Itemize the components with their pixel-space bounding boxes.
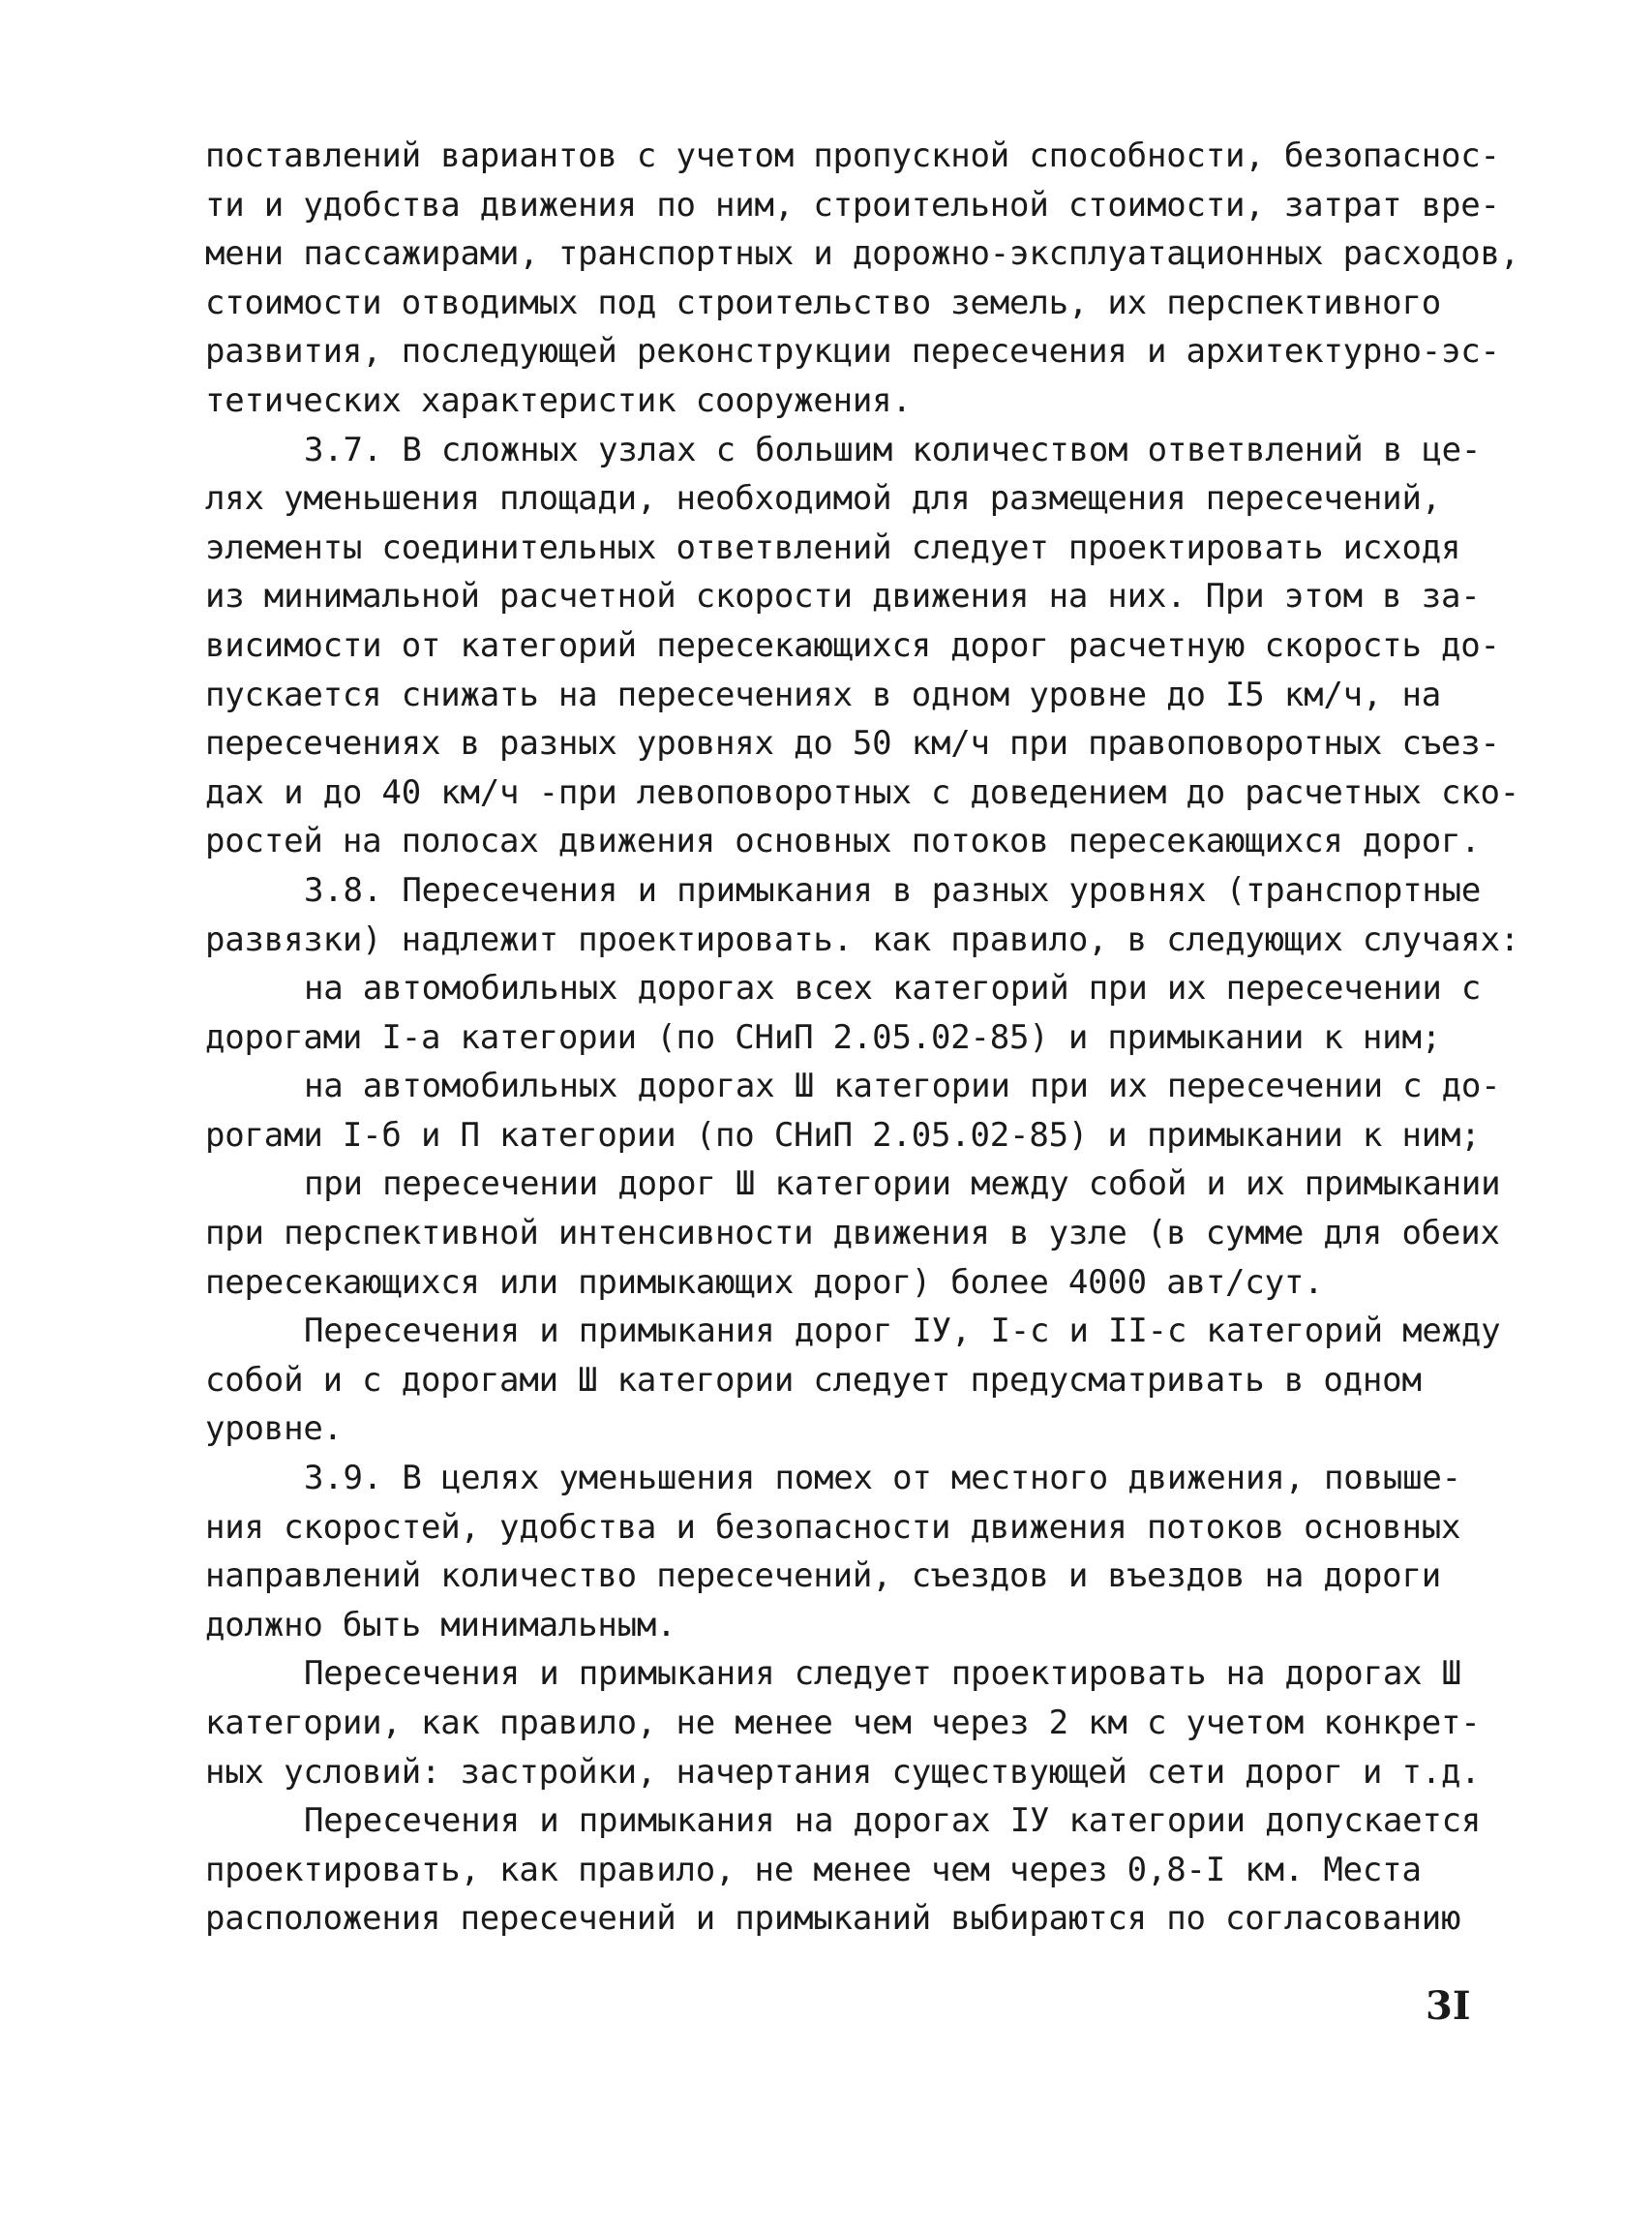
text-line: лях уменьшения площади, необходимой для размещения пересечений,	[205, 479, 1441, 519]
text-line: висимости от категорий пересекающихся дорог расчетную скорость до-	[205, 625, 1500, 665]
text-line: собой и с дорогами Ш категории следует предусматривать в одном	[205, 1360, 1422, 1400]
text-line: мени пассажирами, транспортных и дорожно-эксплуатационных расходов,	[205, 234, 1520, 274]
text-line: Пересечения и примыкания дорог IУ, I-с и II-с категорий между	[304, 1312, 1501, 1351]
body-text	[205, 132, 1541, 1944]
text-line: 3.7. В сложных узлах с большим количеством ответвлений в це-	[304, 430, 1482, 469]
text-line: при пересечении дорог Ш категории между собой и их примыкании	[304, 1164, 1501, 1204]
text-line: должно быть минимальным.	[205, 1605, 676, 1644]
text-line: дах и до 40 км/ч -при левоповоротных с доведением до расчетных ско-	[205, 772, 1520, 812]
text-line: поставлений вариантов с учетом пропускной способности, безопаснос-	[205, 136, 1500, 175]
text-line: 3.8. Пересечения и примыкания в разных уровнях (транспортные	[304, 870, 1482, 910]
page-number: 3I	[1426, 1983, 1471, 2029]
text-line: стоимости отводимых под строительство земель, их перспективного	[205, 283, 1441, 322]
text-line: 3.9. В целях уменьшения помех от местного движения, повыше-	[304, 1459, 1461, 1498]
text-line: проектировать, как правило, не менее чем через 0,8-I км. Места	[205, 1850, 1422, 1889]
text-line: на автомобильных дорогах всех категорий при их пересечении с	[304, 969, 1482, 1009]
text-line: уровне.	[205, 1409, 343, 1449]
text-line: из минимальной расчетной скорости движения на них. При этом в за-	[205, 577, 1481, 617]
text-line: при перспективной интенсивности движения в узле (в сумме для обеих	[205, 1214, 1500, 1253]
text-line: ти и удобства движения по ним, строительной стоимости, затрат вре-	[205, 185, 1500, 225]
text-line: ростей на полосах движения основных потоков пересекающихся дорог.	[205, 822, 1481, 861]
text-line: ных условий: застройки, начертания существующей сети дорог и т.д.	[205, 1752, 1481, 1792]
text-line: пересечениях в разных уровнях до 50 км/ч при правоповоротных съез-	[205, 724, 1500, 764]
text-line: на автомобильных дорогах Ш категории при их пересечении с до-	[304, 1067, 1501, 1106]
text-line: направлений количество пересечений, съездов и въездов на дороги	[205, 1556, 1441, 1596]
text-line: рогами I-б и П категории (по СНиП 2.05.02-85) и примыкании к ним;	[205, 1115, 1481, 1155]
text-line: пускается снижать на пересечениях в одном уровне до I5 км/ч, на	[205, 675, 1441, 714]
text-line: Пересечения и примыкания на дорогах IУ категории допускается	[304, 1801, 1482, 1841]
text-line: дорогами I-а категории (по СНиП 2.05.02-85) и примыкании к ним;	[205, 1017, 1441, 1057]
text-line: Пересечения и примыкания следует проектировать на дорогах Ш	[304, 1654, 1461, 1694]
text-line: категории, как правило, не менее чем через 2 км с учетом конкрет-	[205, 1704, 1481, 1742]
text-line: развития, последующей реконструкции пересечения и архитектурно-эс-	[205, 332, 1500, 372]
text-line: элементы соединительных ответвлений следует проектировать исходя	[205, 528, 1461, 567]
text-line: расположения пересечений и примыканий выбираются по согласованию	[205, 1899, 1461, 1939]
text-line: ния скоростей, удобства и безопасности движения потоков основных	[205, 1507, 1461, 1547]
text-line: развязки) надлежит проектировать. как правило, в следующих случаях:	[205, 920, 1520, 959]
text-line: пересекающихся или примыкающих дорог) более 4000 авт/сут.	[205, 1262, 1324, 1302]
text-line: тетических характеристик сооружения.	[205, 380, 912, 420]
